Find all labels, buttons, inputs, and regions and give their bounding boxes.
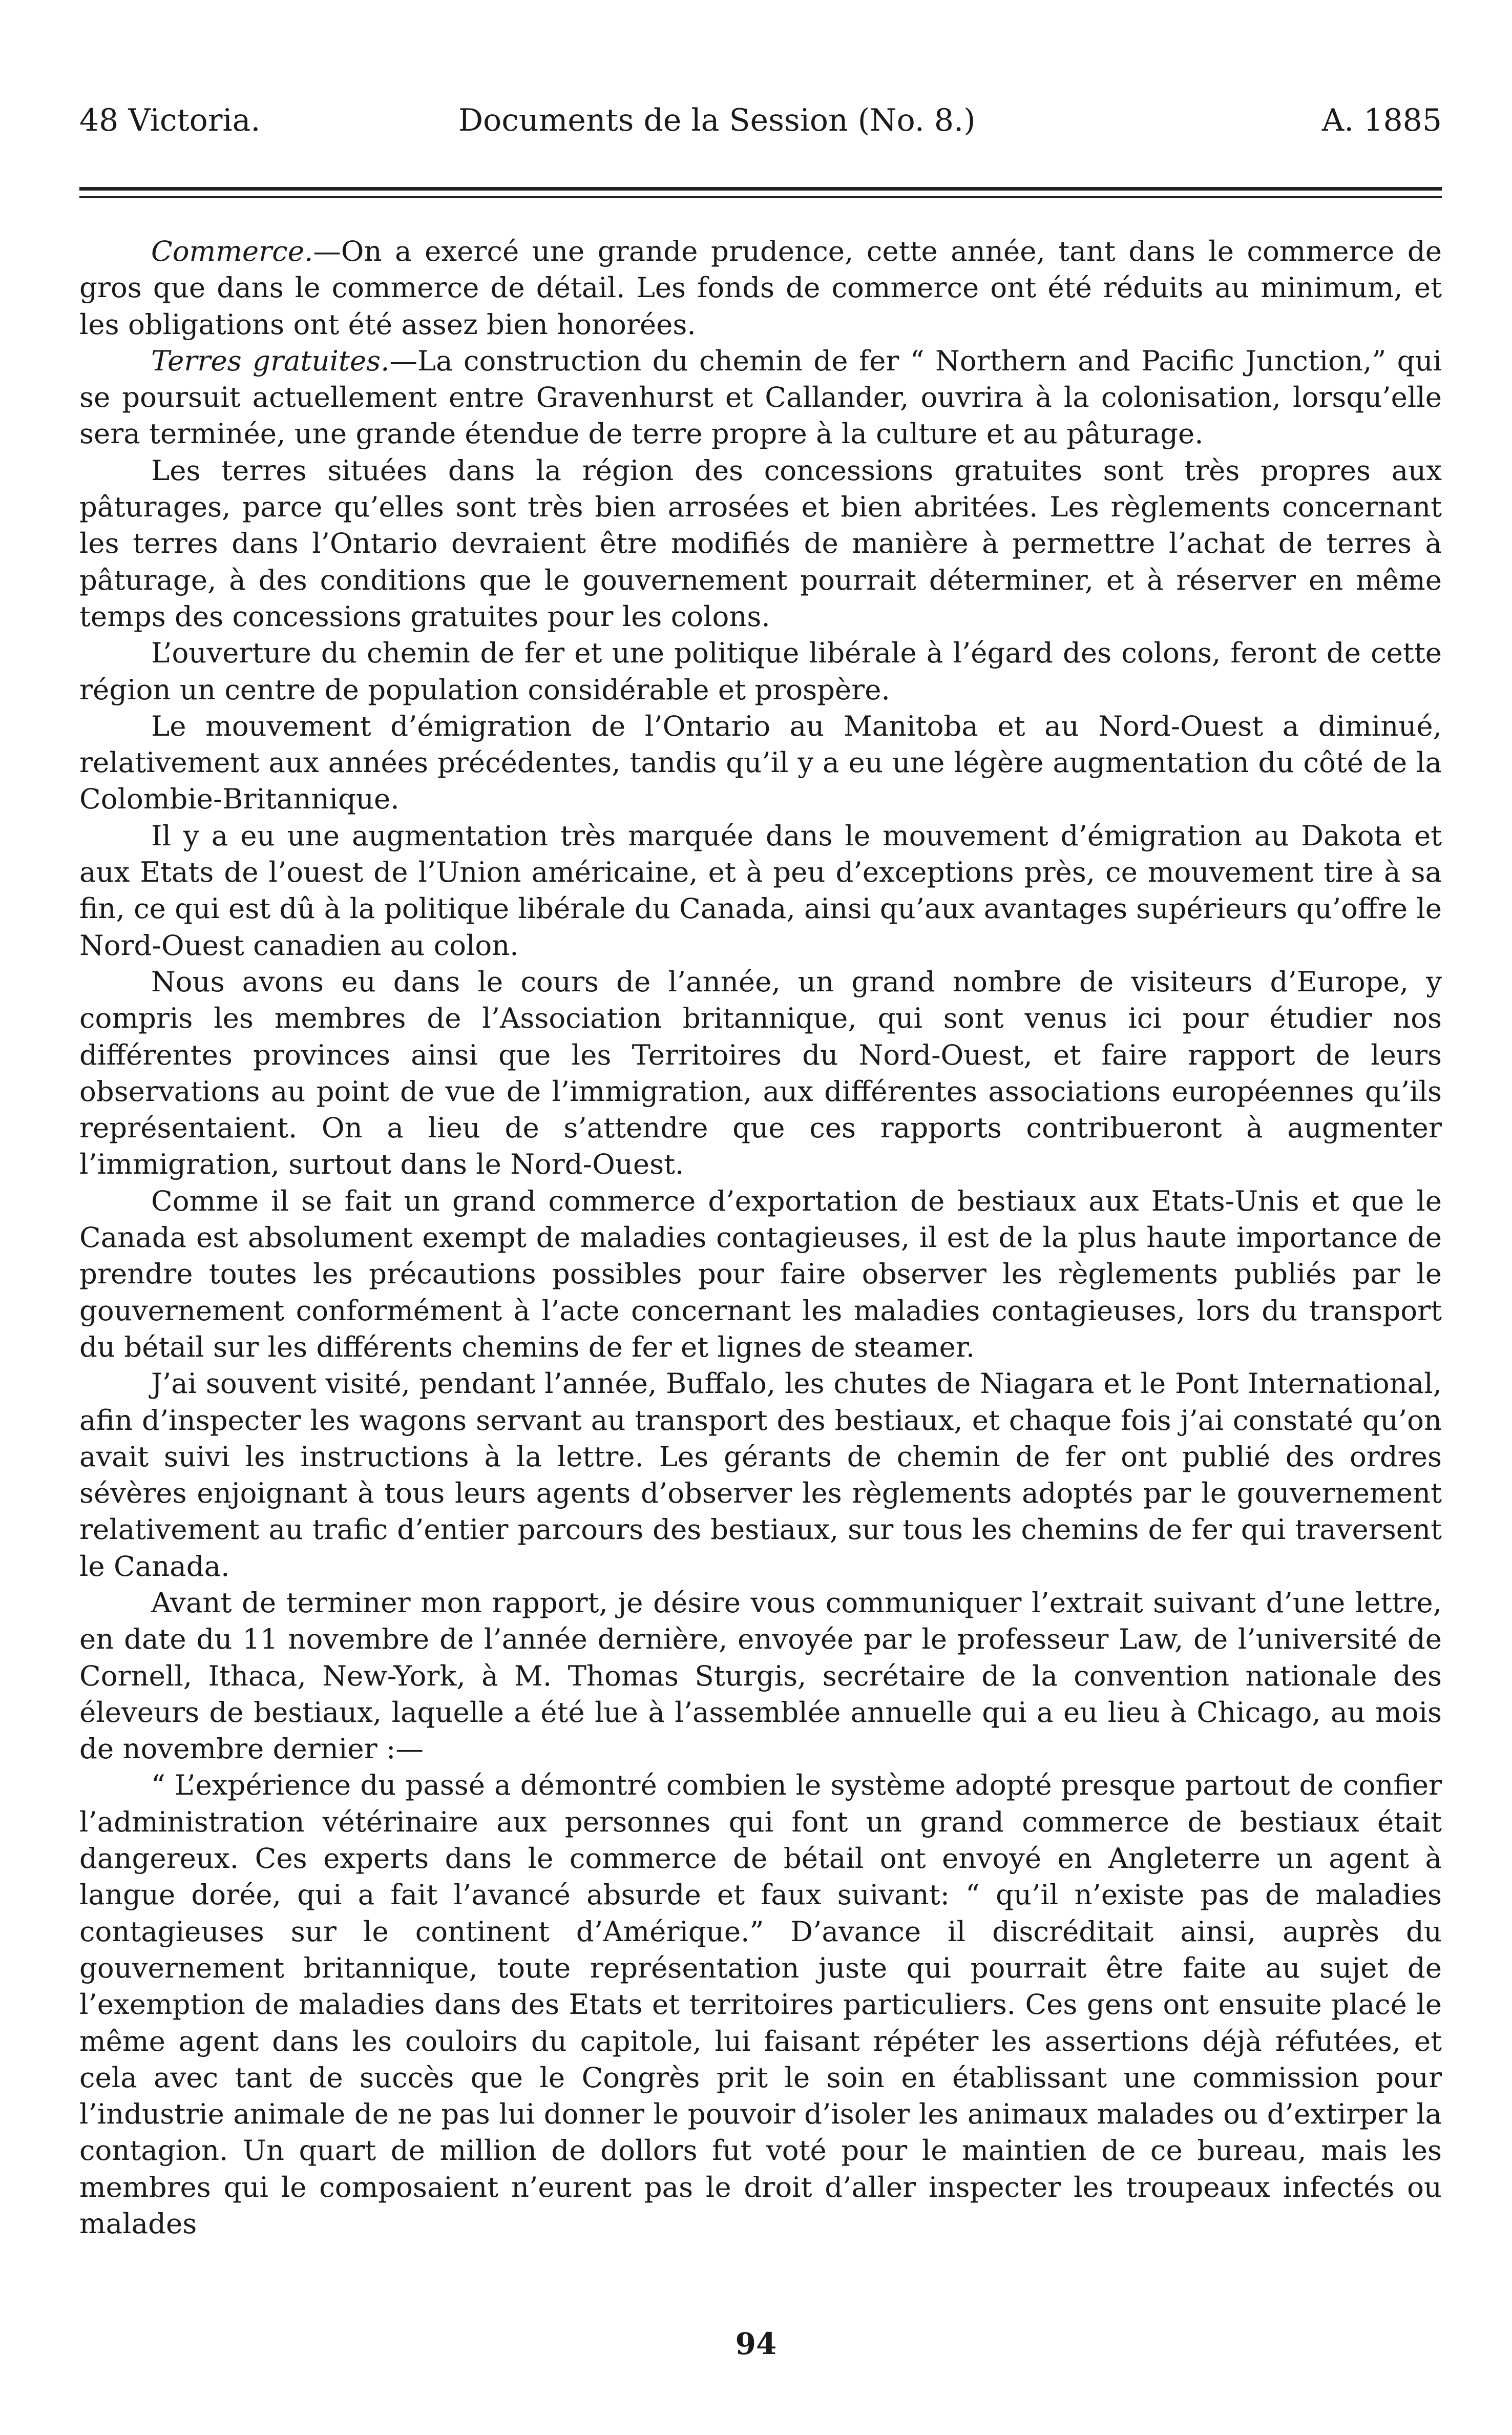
paragraph: Les terres situées dans la région des concessions gratuites sont très propres aux pâturages, parce qu’elles sont très bien arrosées et bien abritées. Les règlements concernant les terres dans l’Ontario devraient être modifiés de manière à permettre l’achat de terres à pâturage, à des conditions que le gouvernement pourrait déterminer, et à réserver en même temps des concessions gratuites pour les colons. [79, 453, 1442, 633]
header-session-title: Documents de la Session (No. 8.) [458, 102, 976, 138]
header-regnal-year: 48 Victoria. [79, 102, 261, 138]
paragraph: Nous avons eu dans le cours de l’année, un grand nombre de visiteurs d’Europe, y compris les membres de l’Association britannique, qui sont venus ici pour étudier nos différentes provinces ainsi que les Territoires du Nord-Ouest, et faire rapport de leurs observations au point de vue de l’immigration, aux différentes associations européennes qu’ils représentaient. On a lieu de s’attendre que ces rapports contribueront à augmenter l’immigration, surtout dans le Nord-Ouest. [79, 965, 1442, 1181]
paragraph: J’ai souvent visité, pendant l’année, Buffalo, les chutes de Niagara et le Pont International, afin d’inspecter les wagons servant au transport des bestiaux, et chaque fois j’ai constaté qu’on avait suivi les instructions à la lettre. Les gérants de chemin de fer ont publié des ordres sévères enjoignant à tous leurs agents d’observer les règlements adoptés par le gouvernement relativement au trafic d’entier parcours des bestiaux, sur tous les chemins de fer qui traversent le Canada. [79, 1367, 1442, 1583]
paragraph: Avant de terminer mon rapport, je désire vous communiquer l’extrait suivant d’une lettre, en date du 11 novembre de l’année dernière, envoyée par le professeur Law, de l’université de Cornell, Ithaca, New-York, à M. Thomas Sturgis, secrétaire de la convention nationale des éleveurs de bestiaux, laquelle a été lue à l’assemblée annuelle qui a eu lieu à Chicago, au mois de novembre dernier :— [79, 1586, 1442, 1765]
paragraph-text: —On a exercé une grande prudence, cette année, tant dans le commerce de gros que dans le commerce de détail. Les fonds de commerce ont été réduits au minimum, et les obligations ont été assez bien honorées. [79, 235, 1442, 341]
paragraph-lead-commerce: Commerce. [151, 235, 313, 267]
paragraph-lead-terres-gratuites: Terres gratuites. [151, 344, 390, 377]
quoted-letter-paragraph: “ L’expérience du passé a démontré combien le système adopté presque partout de confier l’administration vétérinaire aux personnes qui font un grand commerce de bestiaux était dangereux. Ces experts dans le commerce de bétail ont envoyé en Angleterre un agent à langue dorée, qui a fait l’avancé absurde et faux suivant: “ qu’il n’existe pas de maladies contagieuses sur le continent d’Amérique.” D’avance il discréditait ainsi, auprès du gouvernement britannique, toute représentation juste qui pourrait être faite au sujet de l’exemption de maladies dans des Etats et territoires particuliers. Ces gens ont ensuite placé le même agent dans les couloirs du capitole, lui faisant répéter les assertions déjà réfutées, et cela avec tant de succès que le Congrès prit le soin en établissant une commission pour l’industrie animale de ne pas lui donner le pouvoir d’isoler les animaux malades ou d’extirper la contagion. Un quart de million de dollors fut voté pour le maintien de ce bureau, mais les membres qui le composaient n’eurent pas le droit d’aller inspecter les troupeaux infectés ou malades [79, 1768, 1442, 2240]
running-header [79, 100, 1442, 141]
page-number: 94 [735, 2326, 777, 2361]
paragraph: Il y a eu une augmentation très marquée dans le mouvement d’émigration au Dakota et aux Etats de l’ouest de l’Union américaine, et à peu d’exceptions près, ce mouvement tire à sa fin, ce qui est dû à la politique libérale du Canada, ainsi qu’aux avantages supérieurs qu’offre le Nord-Ouest canadien au colon. [79, 819, 1442, 962]
paragraph: Comme il se fait un grand commerce d’exportation de bestiaux aux Etats-Unis et que le Canada est absolument exempt de maladies contagieuses, il est de la plus haute importance de prendre toutes les précautions possibles pour faire observer les règlements publiés par le gouvernement conformément à l’acte concernant les maladies contagieuses, lors du transport du bétail sur les différents chemins de fer et lignes de steamer. [79, 1184, 1442, 1363]
paragraph: Le mouvement d’émigration de l’Ontario au Manitoba et au Nord-Ouest a diminué, relativement aux années précédentes, tandis qu’il y a eu une légère augmentation du côté de la Colombie-Britannique. [79, 709, 1442, 816]
body-text [79, 233, 1442, 2242]
paragraph-terres-gratuites [79, 343, 1442, 452]
paragraph-commerce [79, 233, 1442, 343]
paragraph-text: —La construction du chemin de fer “ Northern and Pacific Junction,” qui se poursuit actuellement entre Gravenhurst et Callander, ouvrira à la colonisation, lorsqu’elle sera terminée, une grande étendue de terre propre à la culture et au pâturage. [79, 344, 1442, 450]
header-rule-thin [79, 196, 1442, 198]
header-year: A. 1885 [1321, 102, 1442, 138]
paragraph: L’ouverture du chemin de fer et une politique libérale à l’égard des colons, feront de cette région un centre de population considérable et prospère. [79, 636, 1442, 706]
header-rule-thick [79, 187, 1442, 191]
